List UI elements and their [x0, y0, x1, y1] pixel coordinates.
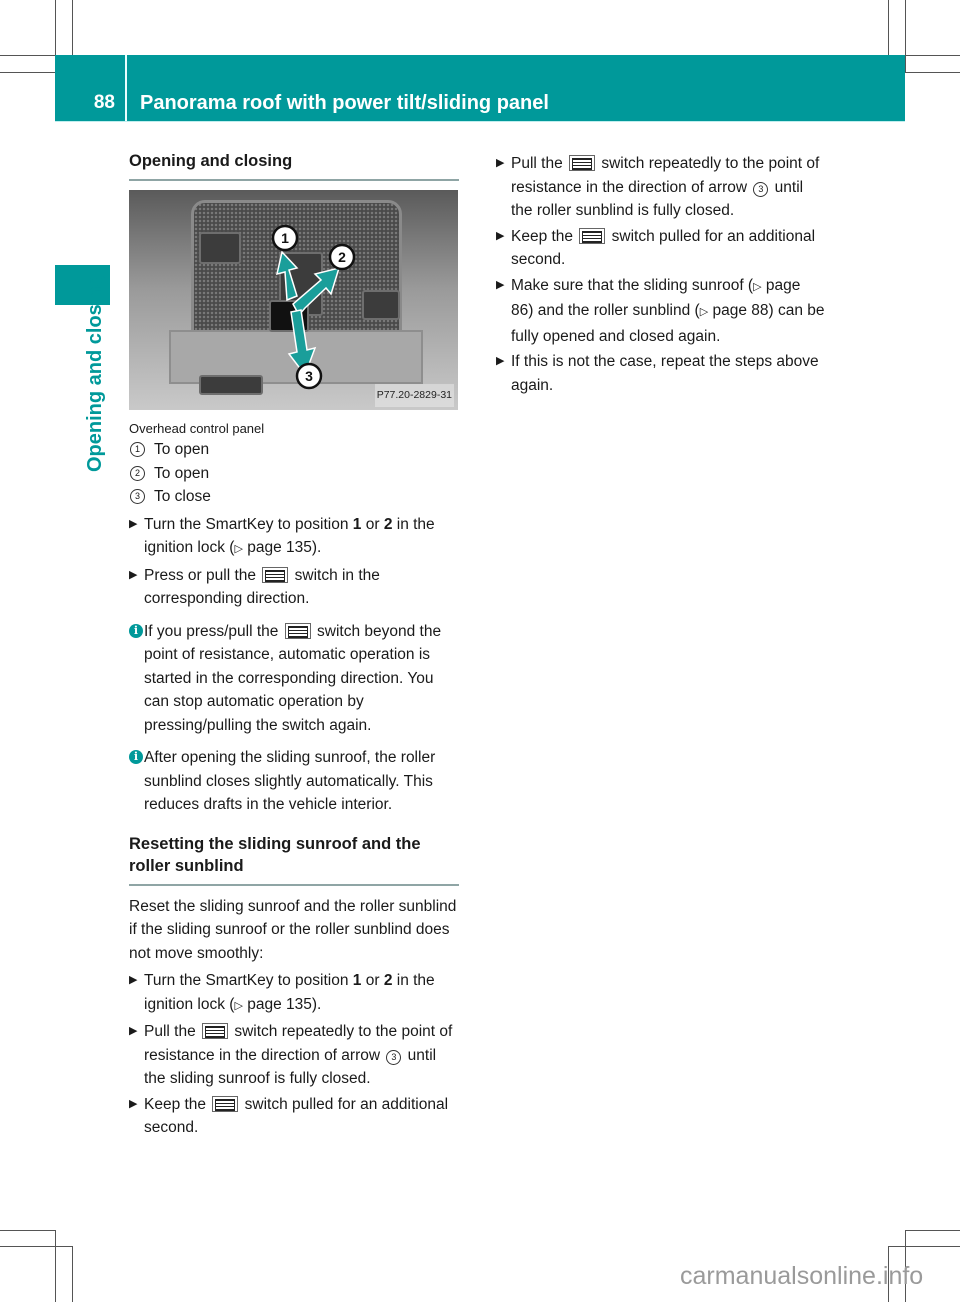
legend-item — [129, 462, 459, 486]
page-reference-icon: ▷ — [234, 999, 243, 1012]
svg-text:1: 1 — [281, 230, 289, 246]
bullet-arrow-icon: ▶ — [129, 1025, 138, 1037]
page-reference-link[interactable]: page 135). — [242, 995, 322, 1013]
legend-item — [129, 438, 459, 462]
roof-switch-icon — [212, 1096, 238, 1112]
chapter-tab-label: Opening and closing — [84, 274, 106, 472]
crop-mark — [55, 1230, 56, 1302]
crop-mark — [888, 0, 889, 56]
page-reference-icon: ▷ — [753, 280, 762, 293]
svg-text:3: 3 — [305, 368, 313, 384]
page-header — [55, 55, 905, 122]
bullet-arrow-icon: ▶ — [496, 229, 505, 242]
page-number: 88 — [93, 92, 115, 113]
instruction-step: ▶ If this is not the case, repeat the steps above again. — [496, 350, 826, 397]
crop-mark — [0, 1230, 56, 1231]
legend-text: To open — [154, 464, 210, 482]
info-note: i After opening the sliding sunroof, the roller sunblind closes slightly automatically. This reduces drafts in the vehicle interior. — [129, 746, 459, 817]
bullet-arrow-icon: ▶ — [129, 517, 138, 530]
roof-switch-icon — [262, 567, 288, 583]
overhead-panel-figure — [129, 190, 458, 410]
page-reference-link[interactable]: page 86) and the roller sunblind ( — [511, 276, 801, 319]
section-heading-resetting: Resetting the sliding sunroof and the roller sunblind — [129, 834, 421, 875]
bullet-arrow-icon: ▶ — [496, 355, 505, 367]
arrow-overlay — [129, 190, 458, 410]
watermark: carmanualsonline.info — [680, 1262, 924, 1290]
arrow-callout: 3 — [753, 182, 768, 197]
crop-mark — [888, 1246, 960, 1247]
page-reference-link[interactable]: page 88) can be fully opened and closed again. — [511, 302, 825, 345]
heading-rule — [129, 179, 459, 181]
bullet-arrow-icon: ▶ — [129, 568, 138, 581]
instruction-step: ▶ Pull the switch repeatedly to the point of resistance in the direction of arrow 3 until the sliding sunroof is fully closed. — [129, 1020, 459, 1091]
figure-code: P77.20-2829-31 — [375, 384, 454, 408]
info-icon: i — [129, 750, 143, 764]
crop-mark — [905, 0, 906, 72]
figure-caption: Overhead control panel — [129, 421, 265, 436]
crop-mark — [55, 0, 56, 56]
bullet-arrow-icon: ▶ — [129, 974, 138, 986]
right-column — [496, 150, 826, 397]
crop-mark — [905, 1230, 960, 1231]
crop-mark — [0, 1246, 72, 1247]
roof-switch-icon — [202, 1023, 228, 1039]
bullet-arrow-icon: ▶ — [496, 278, 505, 291]
instruction-step: ▶ Turn the SmartKey to position 1 or 2 in the ignition lock (▷ page 135). — [129, 513, 459, 562]
crop-mark — [72, 1246, 73, 1302]
instruction-step: ▶ Press or pull the switch in the corresponding direction. — [129, 564, 459, 611]
bullet-arrow-icon: ▶ — [129, 1097, 138, 1110]
legend-text: To close — [154, 488, 211, 505]
roof-switch-icon — [285, 623, 311, 639]
info-icon: i — [129, 624, 143, 638]
instruction-step: ▶ Pull the switch repeatedly to the point of resistance in the direction of arrow 3 until the roller sunblind is fully closed. — [496, 152, 826, 223]
heading-rule — [129, 884, 459, 886]
roof-switch-icon — [579, 228, 605, 244]
callout-number: 2 — [130, 466, 145, 481]
page-reference-icon: ▷ — [234, 543, 243, 555]
instruction-step: ▶ Keep the switch pulled for an additional second. — [129, 1093, 459, 1140]
instruction-step: ▶ Keep the switch pulled for an additional second. — [496, 225, 826, 272]
page-reference-link[interactable]: page 135). — [242, 539, 322, 556]
roof-switch-icon — [569, 155, 595, 171]
bullet-arrow-icon: ▶ — [496, 157, 505, 169]
svg-text:2: 2 — [338, 249, 346, 265]
section-heading-opening-closing: Opening and closing — [129, 152, 293, 170]
header-divider — [125, 55, 127, 121]
legend-item — [129, 485, 459, 509]
info-note: i If you press/pull the switch beyond the point of resistance, automatic operation is started in the corresponding direction. You can stop automatic operation by pressing/pulling the switch again. — [129, 620, 459, 738]
left-column — [129, 150, 459, 1140]
callout-number: 1 — [130, 442, 145, 457]
callout-number: 3 — [130, 489, 145, 504]
arrow-callout: 3 — [386, 1050, 401, 1065]
page-reference-icon: ▷ — [699, 306, 709, 318]
instruction-step: ▶ Make sure that the sliding sunroof (▷ page 86) and the roller sunblind (▷ page 88) can be fully opened and closed again. — [496, 274, 826, 349]
crop-mark — [0, 55, 56, 56]
section-intro: Reset the sliding sunroof and the roller sunblind if the sliding sunroof or the roller sunblind does not move smoothly: — [129, 897, 457, 962]
legend-text: To open — [154, 441, 210, 458]
instruction-step: ▶ Turn the SmartKey to position 1 or 2 in the ignition lock (▷ page 135). — [129, 969, 459, 1018]
page-title: Panorama roof with power tilt/sliding panel — [140, 92, 549, 114]
crop-mark — [905, 55, 960, 56]
